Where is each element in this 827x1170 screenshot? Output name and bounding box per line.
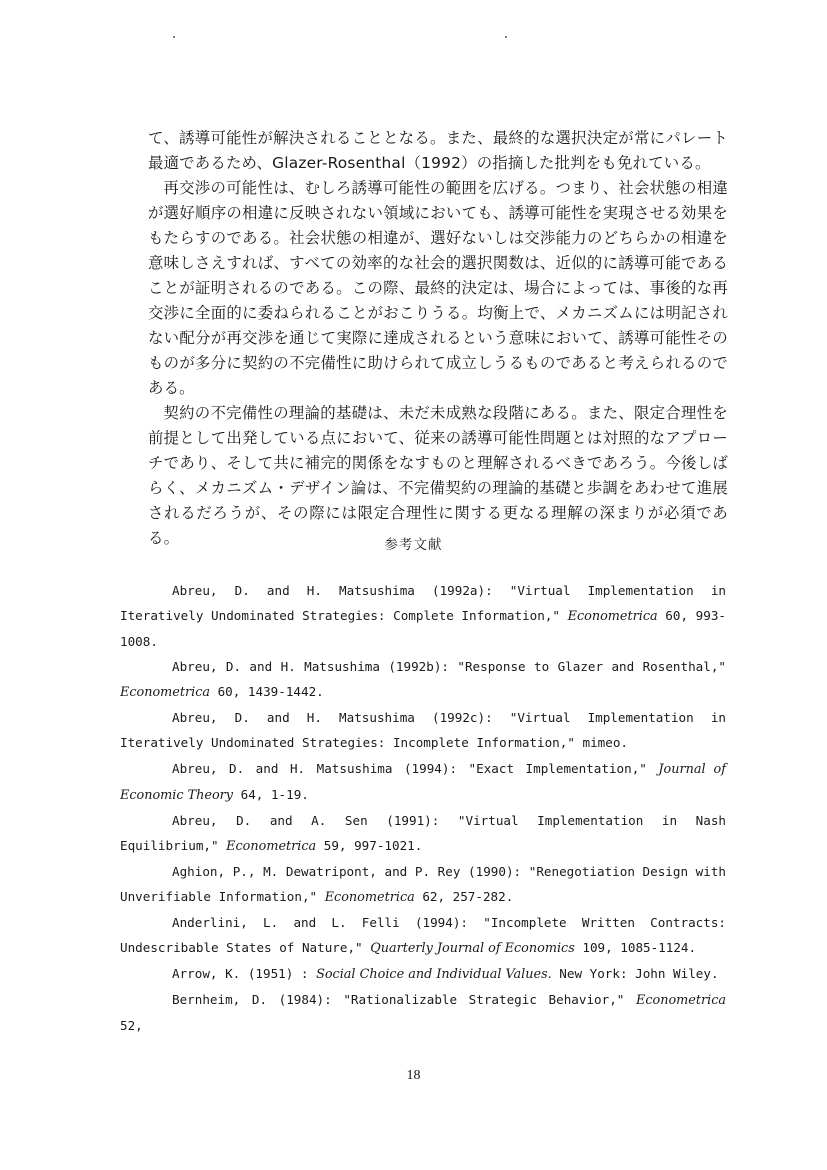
reference-details: 59, 997-1021. xyxy=(316,838,423,853)
reference-text: Abreu, D. and H. Matsushima (1992b): "Response to Glazer and Rosenthal," xyxy=(172,659,726,674)
scan-speck xyxy=(173,36,175,38)
reference-text: Abreu, D. and H. Matsushima (1992c): "Virtual Implementation in Iteratively Undominated Strategies: Incomplete Information," mimeo. xyxy=(120,710,726,750)
reference-details: New York: John Wiley. xyxy=(551,966,719,981)
page-number: 18 xyxy=(406,1068,421,1083)
reference-journal: Econometrica xyxy=(324,890,415,905)
reference-journal: Journal of Economic Theory xyxy=(120,762,726,803)
reference-text: Abreu, D. and H. Matsushima (1994): "Exact Implementation," xyxy=(172,761,659,776)
body-paragraph: て、誘導可能性が解決されることとなる。また、最終的な選択決定が常にパレート最適であるため、Glazer-Rosenthal（1992）の指摘した批判をも免れている。 xyxy=(148,129,728,172)
reference-journal: Econometrica xyxy=(635,993,726,1008)
body-text xyxy=(148,126,728,551)
reference-item xyxy=(120,961,726,987)
reference-details: 64, 1-19. xyxy=(233,787,309,802)
references-heading: 参考文献 xyxy=(384,537,443,553)
reference-item xyxy=(120,654,726,705)
reference-text: Anderlini, L. and L. Felli (1994): "Incomplete Written Contracts: Undescribable States of Nature," xyxy=(120,915,726,955)
reference-text: Arrow, K. (1951) : xyxy=(172,966,317,981)
reference-text: Aghion, P., M. Dewatripont, and P. Rey (1990): "Renegotiation Design with Unverifiable Information," xyxy=(120,864,726,904)
reference-details: 52, xyxy=(120,1018,143,1033)
reference-item xyxy=(120,910,726,961)
reference-item xyxy=(120,705,726,756)
reference-details: 60, 1439-1442. xyxy=(210,684,324,699)
reference-item xyxy=(120,808,726,859)
reference-journal: Econometrica xyxy=(226,839,317,854)
reference-text: Abreu, D. and A. Sen (1991): "Virtual Implementation in Nash Equilibrium," xyxy=(120,813,726,853)
reference-journal: Econometrica xyxy=(120,685,211,700)
body-paragraph: 再交渉の可能性は、むしろ誘導可能性の範囲を広げる。つまり、社会状態の相違が選好順序の相違に反映されない領域においても、誘導可能性を実現させる効果をもたらすのである。社会状態の相違が、選好ないしは交渉能力のどちらかの相違を意味しさえすれば、すべての効率的な社会的選択関数は、近似的に誘導可能であることが証明されるのである。この際、最終的決定は、場合によっては、事後的な再交渉に全面的に委ねられることがおこりうる。均衡上で、メカニズムには明記されない配分が再交渉を通じて実際に達成されるという意味において、誘導可能性そのものが多分に契約の不完備性に助けられて成立しうるものであると考えられるのである。 xyxy=(148,179,728,397)
reference-item xyxy=(120,987,726,1038)
reference-details: 109, 1085-1124. xyxy=(574,940,697,955)
body-paragraph: 契約の不完備性の理論的基礎は、未だ未成熟な段階にある。また、限定合理性を前提として出発している点において、従来の誘導可能性問題とは対照的なアプローチであり、そして共に補完的関係をなすものと理解されるべきであろう。今後しばらく、メカニズム・デザイン論は、不完備契約の理論的基礎と歩調をあわせて進展されるだろうが、その際には限定合理性に関する更なる理解の深まりが必須である。 xyxy=(148,404,728,547)
reference-journal: Quarterly Journal of Economics xyxy=(370,941,575,956)
reference-journal: Social Choice and Individual Values. xyxy=(316,967,552,982)
reference-text: Abreu, D. and H. Matsushima (1992a): "Virtual Implementation in Iteratively Undominated Strategies: Complete Information," xyxy=(120,583,726,623)
reference-text: Bernheim, D. (1984): "Rationalizable Strategic Behavior," xyxy=(172,992,636,1007)
reference-item xyxy=(120,756,726,808)
reference-details: 60, 993-1008. xyxy=(120,608,726,649)
reference-details: 62, 257-282. xyxy=(414,889,514,904)
reference-item xyxy=(120,859,726,910)
reference-list xyxy=(120,578,726,1038)
reference-item xyxy=(120,578,726,654)
reference-journal: Econometrica xyxy=(567,609,658,624)
scan-speck xyxy=(505,36,507,38)
